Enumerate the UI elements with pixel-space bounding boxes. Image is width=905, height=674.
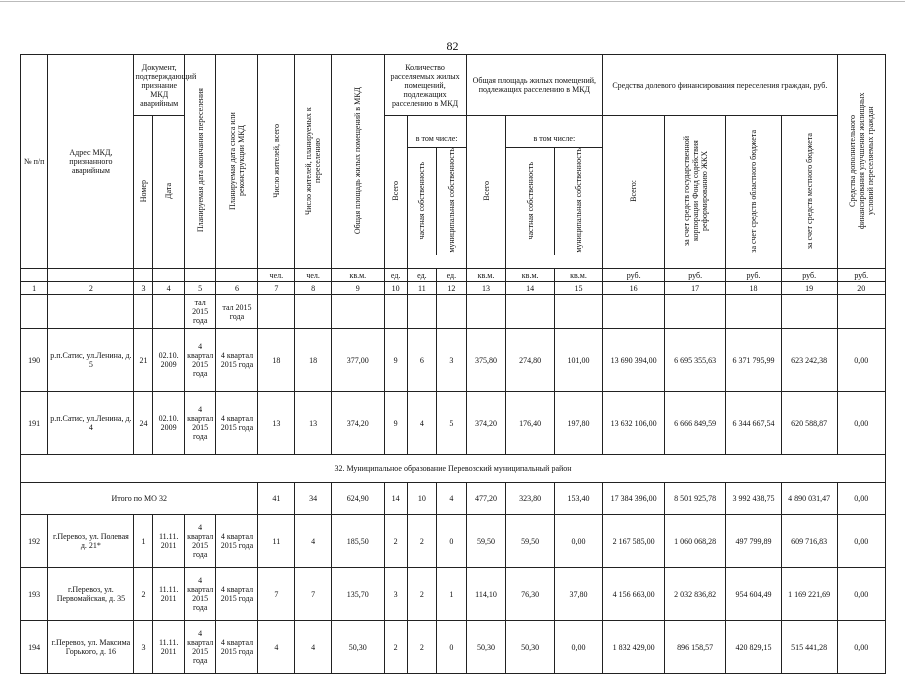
cell-c7: 13 <box>258 392 295 455</box>
cell-c9: 377,00 <box>332 329 385 392</box>
col-header-15: муниципальная собственность <box>573 148 583 253</box>
qty-subheader <box>408 129 466 255</box>
page-number: 82 <box>446 39 459 53</box>
cell-c15: 0,00 <box>554 515 602 568</box>
cell-c5: 4 квартал 2015 года <box>184 621 216 674</box>
cell-c5: 4 квартал 2015 года <box>184 329 216 392</box>
top-rule <box>0 1 905 2</box>
col-header-20: Средства дополнительного финансирования улучшения жилищных условий переселяемых граждан <box>837 55 886 269</box>
header-row-top <box>21 55 886 116</box>
resettlement-table <box>20 54 886 674</box>
cell-c20: 0,00 <box>837 329 886 392</box>
col-header-16: Всего: <box>603 116 665 269</box>
cell-c15: 0,00 <box>554 621 602 674</box>
col-header-12: муниципальная собственность <box>446 148 456 253</box>
cell-n: 190 <box>21 329 48 392</box>
total-c13: 477,20 <box>466 483 506 515</box>
table-row <box>21 568 886 621</box>
cell-c11: 6 <box>407 329 436 392</box>
unit-cell: ед. <box>407 269 436 282</box>
cell-n: 194 <box>21 621 48 674</box>
col-number: 10 <box>384 282 407 295</box>
total-c16: 17 384 396,00 <box>603 483 665 515</box>
cell-c7: 18 <box>258 329 295 392</box>
cell-c16: 1 832 429,00 <box>603 621 665 674</box>
col-number: 6 <box>216 282 258 295</box>
cell-doc-date: 11.11. 2011 <box>153 621 185 674</box>
col-number: 16 <box>603 282 665 295</box>
cell-address: р.п.Сатис, ул.Ленина, д. 4 <box>48 392 134 455</box>
col-header-4: Дата <box>153 116 185 269</box>
cell-address: г.Перевоз, ул. Полевая д. 21* <box>48 515 134 568</box>
total-c15: 153,40 <box>554 483 602 515</box>
col-header-14: частная собственность <box>506 148 554 255</box>
col-number: 18 <box>726 282 782 295</box>
cell-c18: 954 604,49 <box>726 568 782 621</box>
col-header-11: частная собственность <box>408 148 437 255</box>
total-c8: 34 <box>295 483 332 515</box>
col-header-8: Число жителей, планируемых к переселению <box>295 55 332 269</box>
total-c18: 3 992 438,75 <box>726 483 782 515</box>
cell-doc-date: 11.11. 2011 <box>153 568 185 621</box>
cell-c17: 896 158,57 <box>665 621 726 674</box>
total-c14: 323,80 <box>506 483 554 515</box>
cell-c5: 4 квартал 2015 года <box>184 568 216 621</box>
cell-c10: 2 <box>384 621 407 674</box>
cell-c19: 515 441,28 <box>781 621 837 674</box>
cell-c14: 50,30 <box>506 621 554 674</box>
unit-cell: руб. <box>603 269 665 282</box>
col-header-area-split <box>506 116 603 269</box>
cell-c6: 4 квартал 2015 года <box>216 568 258 621</box>
col-number: 14 <box>506 282 554 295</box>
col-number: 2 <box>48 282 134 295</box>
cell-c17: 2 032 836,82 <box>665 568 726 621</box>
unit-cell: кв.м. <box>332 269 385 282</box>
cont-cell-6: тал 2015 года <box>216 295 258 329</box>
area-incl-label: в том числе: <box>506 129 602 148</box>
col-header-1: № п/п <box>21 55 48 269</box>
cell-c18: 6 344 667,54 <box>726 392 782 455</box>
col-number: 1 <box>21 282 48 295</box>
cell-c12: 1 <box>437 568 466 621</box>
municipality-title: 32. Муниципальное образование Перевозский муниципальный район <box>21 455 886 483</box>
cell-c8: 18 <box>295 329 332 392</box>
cell-doc-date: 11.11. 2011 <box>153 515 185 568</box>
cell-c16: 2 167 585,00 <box>603 515 665 568</box>
cell-c13: 50,30 <box>466 621 506 674</box>
cell-c15: 101,00 <box>554 329 602 392</box>
cell-address: г.Перевоз, ул. Максима Горького, д. 16 <box>48 621 134 674</box>
col-number: 7 <box>258 282 295 295</box>
cell-c7: 11 <box>258 515 295 568</box>
cell-c16: 4 156 663,00 <box>603 568 665 621</box>
cell-c14: 59,50 <box>506 515 554 568</box>
cell-doc-number: 2 <box>134 568 153 621</box>
cell-c16: 13 690 394,00 <box>603 329 665 392</box>
cell-c12: 3 <box>437 329 466 392</box>
municipality-row <box>21 455 886 483</box>
cell-c5: 4 квартал 2015 года <box>184 392 216 455</box>
cell-c19: 620 588,87 <box>781 392 837 455</box>
cell-c5: 4 квартал 2015 года <box>184 515 216 568</box>
cell-c20: 0,00 <box>837 568 886 621</box>
unit-cell: ед. <box>437 269 466 282</box>
cell-c18: 420 829,15 <box>726 621 782 674</box>
cell-n: 192 <box>21 515 48 568</box>
unit-cell: руб. <box>837 269 886 282</box>
cell-doc-date: 02.10. 2009 <box>153 392 185 455</box>
cell-c16: 13 632 106,00 <box>603 392 665 455</box>
col-header-18: за счет средств областного бюджета <box>726 116 782 269</box>
col-header-10: Всего <box>384 116 407 269</box>
total-c10: 14 <box>384 483 407 515</box>
col-number: 11 <box>407 282 436 295</box>
col-header-area: Общая площадь жилых помещений, подлежащих расселению в МКД <box>466 55 603 116</box>
cell-c19: 609 716,83 <box>781 515 837 568</box>
cell-c17: 6 666 849,59 <box>665 392 726 455</box>
cell-c12: 0 <box>437 515 466 568</box>
unit-cell: чел. <box>295 269 332 282</box>
table-row <box>21 515 886 568</box>
col-number: 9 <box>332 282 385 295</box>
col-number: 5 <box>184 282 216 295</box>
col-number: 13 <box>466 282 506 295</box>
total-c20: 0,00 <box>837 483 886 515</box>
unit-cell: кв.м. <box>554 269 602 282</box>
cell-doc-number: 1 <box>134 515 153 568</box>
cell-c12: 5 <box>437 392 466 455</box>
total-row <box>21 483 886 515</box>
cell-c10: 9 <box>384 329 407 392</box>
cell-c8: 4 <box>295 515 332 568</box>
cell-c10: 2 <box>384 515 407 568</box>
cell-c8: 7 <box>295 568 332 621</box>
cell-c6: 4 квартал 2015 года <box>216 621 258 674</box>
col-header-6: Планируемая дата сноса или реконструкции МКД <box>216 55 258 269</box>
col-header-2: Адрес МКД, признанного аварийным <box>48 55 134 269</box>
unit-cell: руб. <box>781 269 837 282</box>
cell-doc-number: 3 <box>134 621 153 674</box>
cell-c17: 6 695 355,63 <box>665 329 726 392</box>
table-row <box>21 392 886 455</box>
continuation-row <box>21 295 886 329</box>
cell-c19: 623 242,38 <box>781 329 837 392</box>
col-number: 8 <box>295 282 332 295</box>
cell-c11: 2 <box>407 621 436 674</box>
total-c19: 4 890 031,47 <box>781 483 837 515</box>
cont-cell-5: тал 2015 года <box>184 295 216 329</box>
cell-doc-date: 02.10. 2009 <box>153 329 185 392</box>
cell-doc-number: 21 <box>134 329 153 392</box>
cell-n: 191 <box>21 392 48 455</box>
cell-c6: 4 квартал 2015 года <box>216 392 258 455</box>
cell-c13: 59,50 <box>466 515 506 568</box>
col-header-quantity: Количество расселяемых жилых помещений, подлежащих расселению в МКД <box>384 55 466 116</box>
cell-c20: 0,00 <box>837 515 886 568</box>
total-c12: 4 <box>437 483 466 515</box>
cell-address: г.Перевоз, ул. Первомайская, д. 35 <box>48 568 134 621</box>
unit-cell: кв.м. <box>506 269 554 282</box>
cell-c15: 37,80 <box>554 568 602 621</box>
cell-c9: 50,30 <box>332 621 385 674</box>
col-number: 20 <box>837 282 886 295</box>
cell-c9: 374,20 <box>332 392 385 455</box>
col-number: 17 <box>665 282 726 295</box>
table-row <box>21 329 886 392</box>
unit-cell: руб. <box>665 269 726 282</box>
area-subheader <box>506 129 602 255</box>
unit-cell: кв.м. <box>466 269 506 282</box>
total-label: Итого по МО 32 <box>21 483 258 515</box>
cell-c13: 114,10 <box>466 568 506 621</box>
unit-cell: ед. <box>384 269 407 282</box>
col-number: 15 <box>554 282 602 295</box>
col-header-document: Документ, подтверждающий признание МКД аварийным <box>134 55 184 116</box>
cell-c11: 2 <box>407 568 436 621</box>
total-c9: 624,90 <box>332 483 385 515</box>
col-number: 19 <box>781 282 837 295</box>
col-header-7: Число жителей, всего <box>258 55 295 269</box>
cell-c8: 4 <box>295 621 332 674</box>
col-number: 12 <box>437 282 466 295</box>
cell-c13: 375,80 <box>466 329 506 392</box>
cell-c19: 1 169 221,69 <box>781 568 837 621</box>
cell-c14: 76,30 <box>506 568 554 621</box>
total-c17: 8 501 925,78 <box>665 483 726 515</box>
cell-c13: 374,20 <box>466 392 506 455</box>
col-header-13: Всего <box>466 116 506 269</box>
col-header-17: за счет средств государственной корпорации Фонд содействия реформированию ЖКХ <box>665 116 726 269</box>
col-header-3: Номер <box>134 116 153 269</box>
cell-c20: 0,00 <box>837 392 886 455</box>
cell-c12: 0 <box>437 621 466 674</box>
cell-c11: 4 <box>407 392 436 455</box>
cell-c11: 2 <box>407 515 436 568</box>
cell-address: р.п.Сатис, ул.Ленина, д. 5 <box>48 329 134 392</box>
cell-c10: 9 <box>384 392 407 455</box>
cell-c20: 0,00 <box>837 621 886 674</box>
cell-c9: 185,50 <box>332 515 385 568</box>
cell-c18: 6 371 795,99 <box>726 329 782 392</box>
col-header-9: Общая площадь жилых помещений в МКД <box>332 55 385 269</box>
col-header-5: Планируемая дата окончания переселения <box>184 55 216 269</box>
header-row-bottom <box>21 116 886 269</box>
qty-incl-label: в том числе: <box>408 129 466 148</box>
cell-c7: 7 <box>258 568 295 621</box>
col-number: 3 <box>134 282 153 295</box>
table-row <box>21 621 886 674</box>
cell-c6: 4 квартал 2015 года <box>216 329 258 392</box>
cell-c8: 13 <box>295 392 332 455</box>
total-c7: 41 <box>258 483 295 515</box>
cell-c9: 135,70 <box>332 568 385 621</box>
col-header-19: за счет средств местного бюджета <box>781 116 837 269</box>
cell-c15: 197,80 <box>554 392 602 455</box>
column-number-row <box>21 282 886 295</box>
cell-c18: 497 799,89 <box>726 515 782 568</box>
cell-c14: 176,40 <box>506 392 554 455</box>
col-header-qty-split <box>407 116 466 269</box>
cell-c7: 4 <box>258 621 295 674</box>
cell-c6: 4 квартал 2015 года <box>216 515 258 568</box>
cell-c14: 274,80 <box>506 329 554 392</box>
cell-doc-number: 24 <box>134 392 153 455</box>
unit-cell: чел. <box>258 269 295 282</box>
cell-c17: 1 060 068,28 <box>665 515 726 568</box>
cell-n: 193 <box>21 568 48 621</box>
col-header-funding: Средства долевого финансирования переселения граждан, руб. <box>603 55 837 116</box>
cell-c10: 3 <box>384 568 407 621</box>
total-c11: 10 <box>407 483 436 515</box>
unit-cell: руб. <box>726 269 782 282</box>
units-row <box>21 269 886 282</box>
col-number: 4 <box>153 282 185 295</box>
